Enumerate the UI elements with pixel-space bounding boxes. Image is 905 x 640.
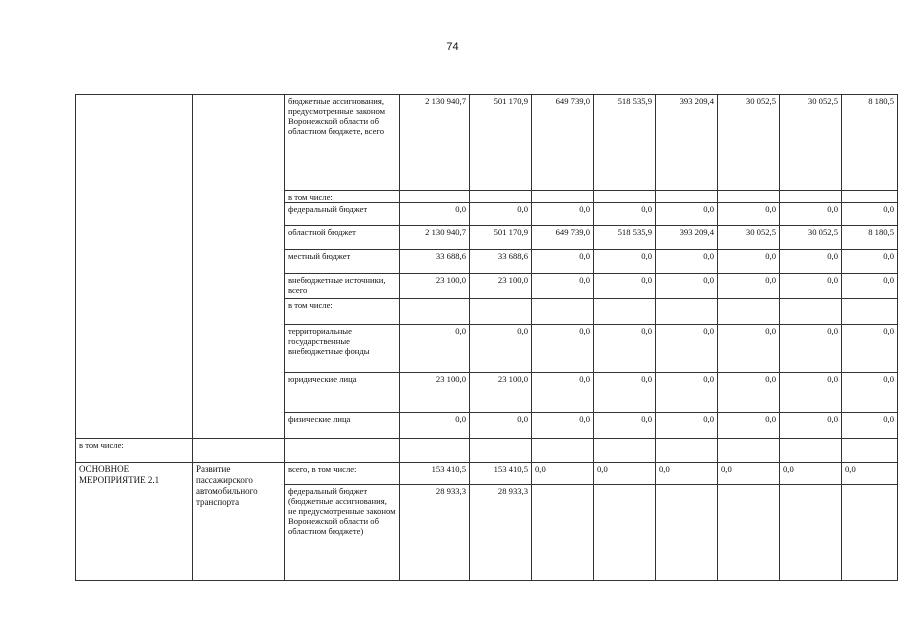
amount-cell: 0,0 bbox=[780, 463, 842, 485]
amount-cell bbox=[656, 485, 718, 581]
amount-cell: 0,0 bbox=[470, 325, 532, 373]
amount-cell bbox=[594, 485, 656, 581]
page-number: 74 bbox=[446, 41, 459, 53]
amount-cell: 0,0 bbox=[718, 250, 780, 274]
funding-source-label: федеральный бюджет (бюджетные ассигнования, не предусмотренные законом Воронежской области об областном бюджете) bbox=[285, 485, 400, 581]
amount-cell: 30 052,5 bbox=[718, 226, 780, 250]
amount-cell: 0,0 bbox=[718, 413, 780, 439]
amount-cell bbox=[532, 299, 594, 325]
amount-cell: 0,0 bbox=[718, 373, 780, 413]
funding-source-label: всего, в том числе: bbox=[285, 463, 400, 485]
amount-cell: 0,0 bbox=[656, 325, 718, 373]
amount-cell: 0,0 bbox=[656, 274, 718, 299]
amount-cell: 0,0 bbox=[656, 250, 718, 274]
empty-cell bbox=[193, 439, 285, 463]
amount-cell: 0,0 bbox=[594, 373, 656, 413]
amount-cell: 0,0 bbox=[718, 203, 780, 226]
section-separator-label: в том числе: bbox=[76, 439, 193, 463]
funding-source-label: в том числе: bbox=[285, 299, 400, 325]
amount-cell bbox=[400, 191, 470, 203]
amount-cell bbox=[656, 299, 718, 325]
amount-cell bbox=[718, 191, 780, 203]
amount-cell: 28 933,3 bbox=[470, 485, 532, 581]
amount-cell: 393 209,4 bbox=[656, 95, 718, 191]
amount-cell: 0,0 bbox=[532, 274, 594, 299]
amount-cell bbox=[470, 191, 532, 203]
amount-cell: 33 688,6 bbox=[470, 250, 532, 274]
table-row bbox=[76, 463, 898, 485]
amount-cell: 0,0 bbox=[718, 463, 780, 485]
amount-cell: 23 100,0 bbox=[400, 373, 470, 413]
budget-table-body bbox=[76, 95, 898, 581]
amount-cell: 0,0 bbox=[532, 373, 594, 413]
amount-cell: 0,0 bbox=[594, 325, 656, 373]
amount-cell: 0,0 bbox=[780, 373, 842, 413]
amount-cell: 518 535,9 bbox=[594, 226, 656, 250]
amount-cell: 0,0 bbox=[718, 274, 780, 299]
amount-cell: 0,0 bbox=[842, 203, 898, 226]
amount-cell: 153 410,5 bbox=[470, 463, 532, 485]
amount-cell: 0,0 bbox=[532, 203, 594, 226]
funding-source-label: федеральный бюджет bbox=[285, 203, 400, 226]
empty-cell bbox=[532, 439, 594, 463]
amount-cell: 0,0 bbox=[656, 463, 718, 485]
amount-cell: 0,0 bbox=[718, 325, 780, 373]
funding-source-label: местный бюджет bbox=[285, 250, 400, 274]
amount-cell bbox=[842, 485, 898, 581]
amount-cell: 0,0 bbox=[532, 250, 594, 274]
amount-cell: 0,0 bbox=[656, 413, 718, 439]
amount-cell: 28 933,3 bbox=[400, 485, 470, 581]
funding-source-label: территориальные государственные внебюджетные фонды bbox=[285, 325, 400, 373]
amount-cell: 0,0 bbox=[780, 413, 842, 439]
amount-cell bbox=[718, 299, 780, 325]
amount-cell bbox=[594, 299, 656, 325]
empty-cell bbox=[470, 439, 532, 463]
amount-cell: 649 739,0 bbox=[532, 95, 594, 191]
funding-source-label: юридические лица bbox=[285, 373, 400, 413]
empty-cell bbox=[285, 439, 400, 463]
amount-cell: 0,0 bbox=[400, 203, 470, 226]
amount-cell: 0,0 bbox=[594, 413, 656, 439]
amount-cell bbox=[780, 485, 842, 581]
amount-cell: 0,0 bbox=[594, 203, 656, 226]
amount-cell: 0,0 bbox=[842, 373, 898, 413]
table-row bbox=[76, 95, 898, 191]
event-code-cell-empty bbox=[76, 95, 193, 439]
amount-cell bbox=[718, 485, 780, 581]
amount-cell: 2 130 940,7 bbox=[400, 95, 470, 191]
amount-cell bbox=[532, 485, 594, 581]
funding-source-label: в том числе: bbox=[285, 191, 400, 203]
amount-cell: 0,0 bbox=[594, 250, 656, 274]
budget-table bbox=[75, 94, 898, 581]
amount-cell: 0,0 bbox=[842, 413, 898, 439]
amount-cell: 0,0 bbox=[780, 274, 842, 299]
amount-cell: 30 052,5 bbox=[718, 95, 780, 191]
empty-cell bbox=[842, 439, 898, 463]
amount-cell: 0,0 bbox=[532, 463, 594, 485]
amount-cell: 0,0 bbox=[594, 463, 656, 485]
amount-cell: 0,0 bbox=[780, 325, 842, 373]
amount-cell: 2 130 940,7 bbox=[400, 226, 470, 250]
amount-cell bbox=[780, 299, 842, 325]
amount-cell bbox=[532, 191, 594, 203]
event-code: ОСНОВНОЕ МЕРОПРИЯТИЕ 2.1 bbox=[76, 463, 193, 581]
amount-cell: 30 052,5 bbox=[780, 95, 842, 191]
funding-source-label: внебюджетные источники, всего bbox=[285, 274, 400, 299]
section-separator-row bbox=[76, 439, 898, 463]
empty-cell bbox=[594, 439, 656, 463]
event-name-cell-empty bbox=[193, 95, 285, 439]
amount-cell: 0,0 bbox=[842, 250, 898, 274]
amount-cell: 501 170,9 bbox=[470, 95, 532, 191]
amount-cell: 0,0 bbox=[780, 250, 842, 274]
amount-cell: 649 739,0 bbox=[532, 226, 594, 250]
amount-cell: 0,0 bbox=[780, 203, 842, 226]
amount-cell: 0,0 bbox=[470, 203, 532, 226]
amount-cell: 0,0 bbox=[656, 373, 718, 413]
amount-cell: 8 180,5 bbox=[842, 226, 898, 250]
amount-cell: 23 100,0 bbox=[400, 274, 470, 299]
amount-cell: 0,0 bbox=[470, 413, 532, 439]
amount-cell: 0,0 bbox=[842, 463, 898, 485]
amount-cell: 0,0 bbox=[656, 203, 718, 226]
amount-cell: 0,0 bbox=[400, 413, 470, 439]
amount-cell: 393 209,4 bbox=[656, 226, 718, 250]
amount-cell bbox=[842, 191, 898, 203]
amount-cell bbox=[656, 191, 718, 203]
amount-cell: 0,0 bbox=[594, 274, 656, 299]
amount-cell: 501 170,9 bbox=[470, 226, 532, 250]
funding-source-label: областной бюджет bbox=[285, 226, 400, 250]
amount-cell bbox=[780, 191, 842, 203]
amount-cell: 0,0 bbox=[400, 325, 470, 373]
amount-cell bbox=[400, 299, 470, 325]
funding-source-label: бюджетные ассигнования, предусмотренные законом Воронежской области об областном бюджете, всего bbox=[285, 95, 400, 191]
funding-source-label: физические лица bbox=[285, 413, 400, 439]
amount-cell: 30 052,5 bbox=[780, 226, 842, 250]
amount-cell: 153 410,5 bbox=[400, 463, 470, 485]
amount-cell: 0,0 bbox=[842, 325, 898, 373]
empty-cell bbox=[656, 439, 718, 463]
amount-cell: 23 100,0 bbox=[470, 274, 532, 299]
event-name: Развитие пассажирского автомобильного транспорта bbox=[193, 463, 285, 581]
amount-cell: 0,0 bbox=[532, 413, 594, 439]
amount-cell: 23 100,0 bbox=[470, 373, 532, 413]
amount-cell: 0,0 bbox=[842, 274, 898, 299]
amount-cell bbox=[470, 299, 532, 325]
empty-cell bbox=[400, 439, 470, 463]
amount-cell: 0,0 bbox=[532, 325, 594, 373]
empty-cell bbox=[780, 439, 842, 463]
amount-cell: 33 688,6 bbox=[400, 250, 470, 274]
amount-cell: 8 180,5 bbox=[842, 95, 898, 191]
amount-cell bbox=[594, 191, 656, 203]
amount-cell: 518 535,9 bbox=[594, 95, 656, 191]
amount-cell bbox=[842, 299, 898, 325]
empty-cell bbox=[718, 439, 780, 463]
